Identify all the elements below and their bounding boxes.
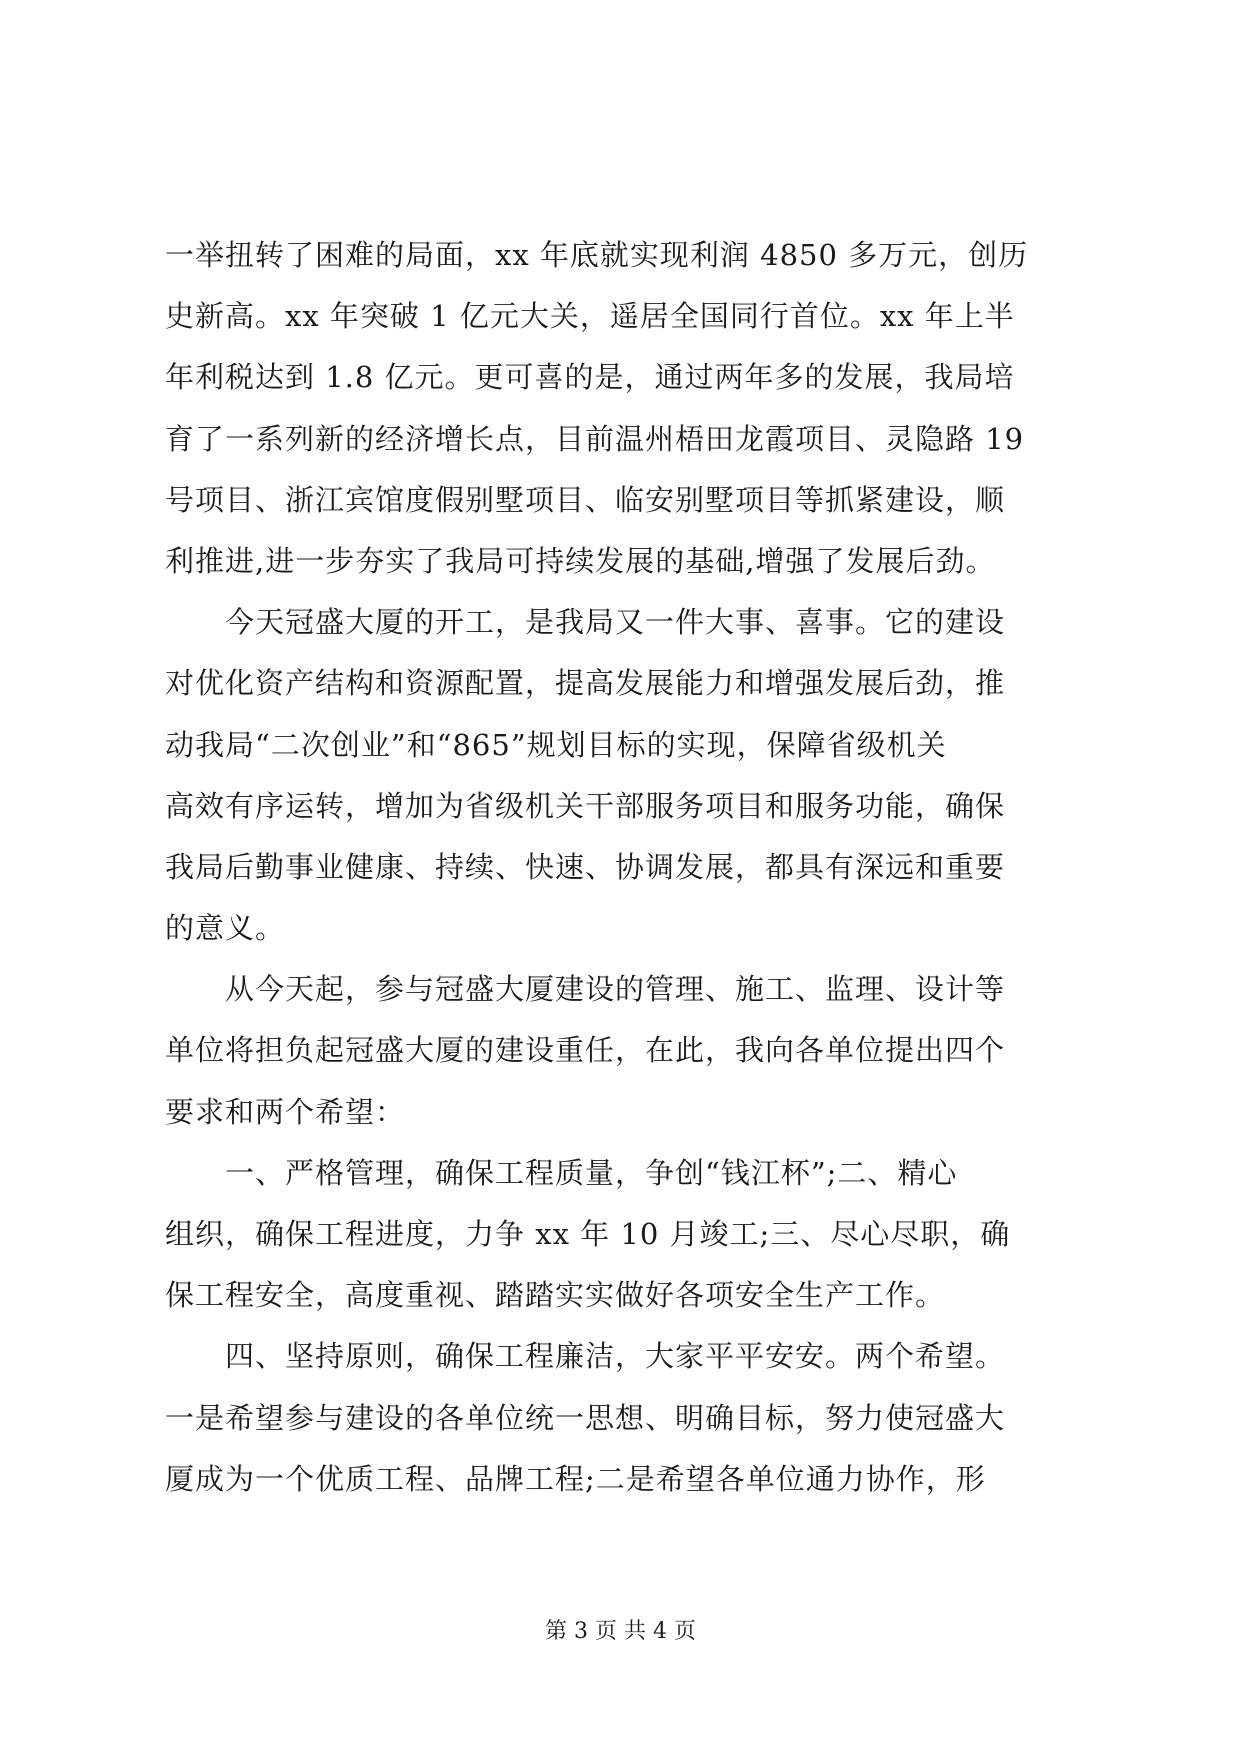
text-line: 一是希望参与建设的各单位统一思想、明确目标，努力使冠盛大 xyxy=(165,1400,1006,1435)
text-line: 从今天起，参与冠盛大厦建设的管理、施工、监理、设计等 xyxy=(165,972,1006,1007)
text-line: 高效有序运转，增加为省级机关干部服务项目和服务功能，确保 xyxy=(165,788,1006,823)
document-body xyxy=(165,225,1105,1510)
text-line: 一、严格管理，确保工程质量，争创“钱江杯”;二、精心 xyxy=(165,1155,958,1190)
text-line: 今天冠盛大厦的开工，是我局又一件大事、喜事。它的建设 xyxy=(165,605,1006,640)
text-line: 动我局“二次创业”和“865”规划目标的实现，保障省级机关 xyxy=(165,727,947,762)
text-line: 利推进,进一步夯实了我局可持续发展的基础,增强了发展后劲。 xyxy=(165,543,996,578)
text-line: 的意义。 xyxy=(165,911,286,946)
text-line: 育了一系列新的经济增长点，目前温州梧田龙霞项目、灵隐路 19 xyxy=(165,421,1025,456)
text-line: 号项目、浙江宾馆度假别墅项目、临安别墅项目等抓紧建设，顺 xyxy=(165,482,1006,517)
page-number-footer: 第 3 页 共 4 页 xyxy=(545,1619,696,1644)
text-line: 史新高。xx 年突破 1 亿元大关，遥居全国同行首位。xx 年上半 xyxy=(165,299,1015,334)
text-line: 单位将担负起冠盛大厦的建设重任，在此，我向各单位提出四个 xyxy=(165,1033,1006,1068)
text-line: 我局后勤事业健康、持续、快速、协调发展，都具有深远和重要 xyxy=(165,849,1006,884)
text-line: 组织，确保工程进度，力争 xx 年 10 月竣工;三、尽心尽职，确 xyxy=(165,1217,1011,1251)
text-line: 四、坚持原则，确保工程廉洁，大家平平安安。两个希望。 xyxy=(165,1339,1006,1374)
text-line: 厦成为一个优质工程、品牌工程;二是希望各单位通力协作，形 xyxy=(165,1461,986,1496)
text-line: 对优化资产结构和资源配置，提高发展能力和增强发展后劲，推 xyxy=(165,666,1006,701)
text-line: 一举扭转了困难的局面，xx 年底就实现利润 4850 多万元，创历 xyxy=(165,238,1029,272)
text-line: 保工程安全，高度重视、踏踏实实做好各项安全生产工作。 xyxy=(165,1278,946,1313)
text-line: 年利税达到 1.8 亿元。更可喜的是，通过两年多的发展，我局培 xyxy=(165,360,1015,395)
text-line: 要求和两个希望： xyxy=(165,1094,406,1129)
